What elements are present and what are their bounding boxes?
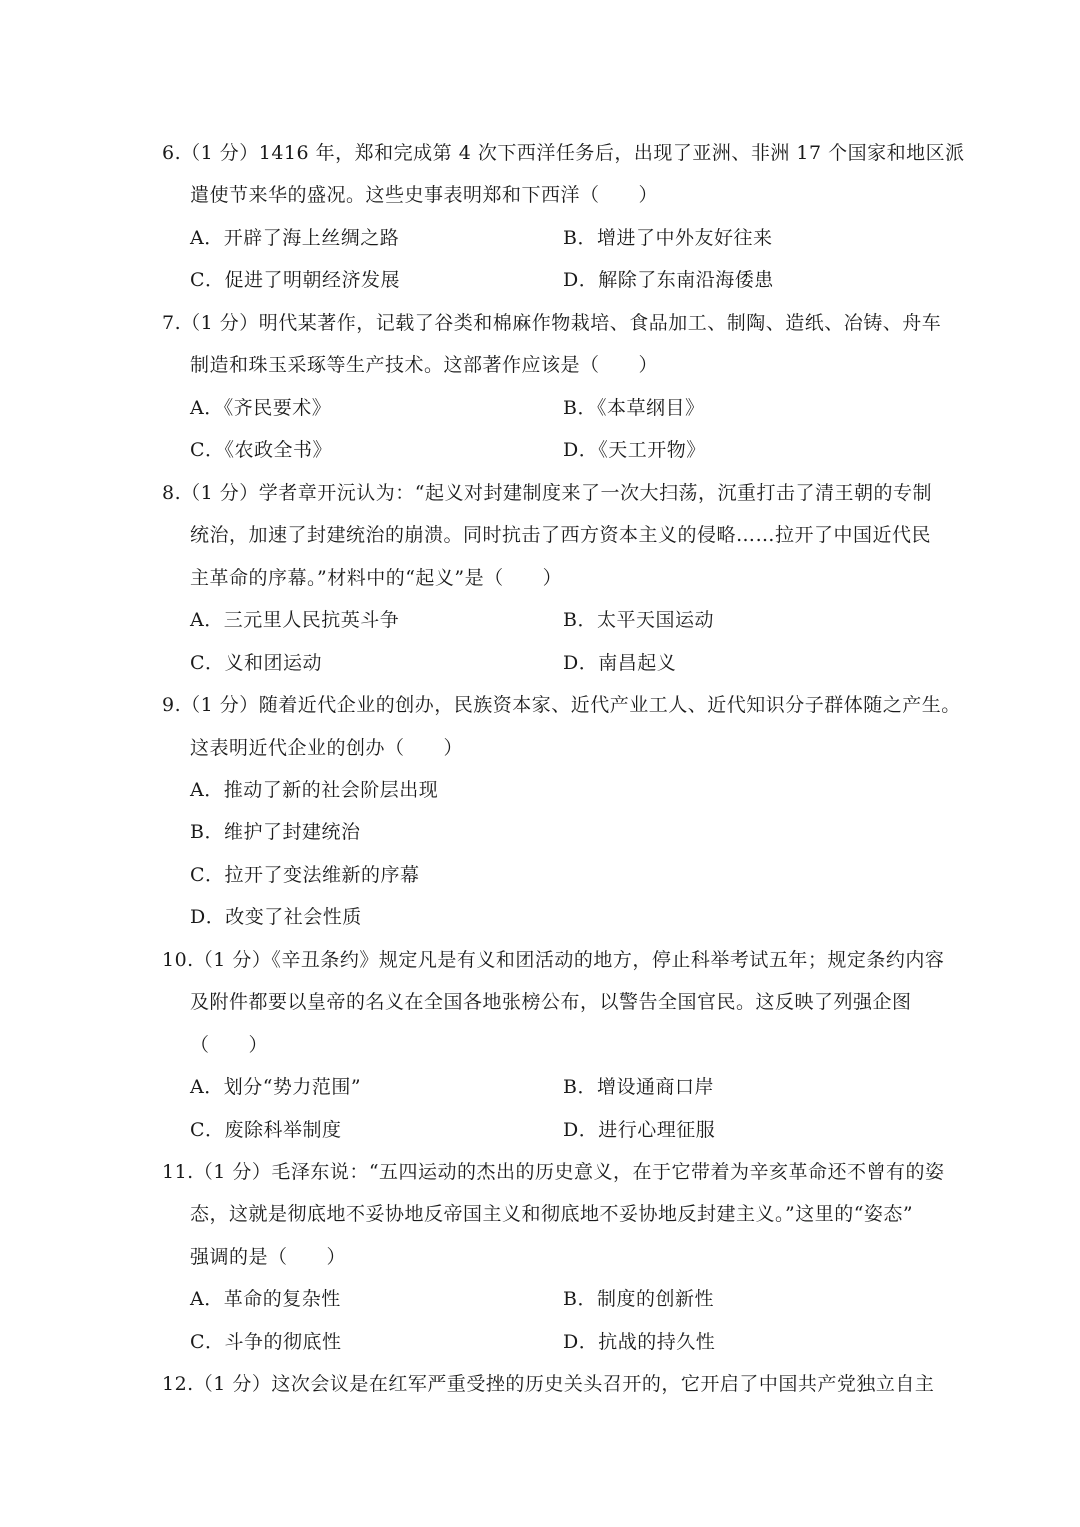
question-11-option-b[interactable]: B．制度的创新性 [563, 1288, 714, 1310]
question-6-stem-line-1: 6.（1 分）1416 年，郑和完成第 4 次下西洋任务后，出现了亚洲、非洲 17 个国家和地区派 [162, 142, 965, 164]
question-8-option-d[interactable]: D．南昌起义 [563, 652, 677, 674]
question-10-stem-line-2: 及附件都要以皇帝的名义在全国各地张榜公布，以警告全国官民。这反映了列强企图 [190, 991, 912, 1013]
question-10-option-a[interactable]: A．划分“势力范围” [190, 1076, 362, 1098]
question-10-stem-line-1: 10.（1 分）《辛丑条约》规定凡是有义和团活动的地方，停止科举考试五年；规定条约内容 [162, 949, 945, 971]
question-6-stem-line-2: 遣使节来华的盛况。这些史事表明郑和下西洋（ ） [190, 184, 659, 206]
question-6-option-d[interactable]: D．解除了东南沿海倭患 [563, 269, 774, 291]
question-9-option-d[interactable]: D．改变了社会性质 [190, 906, 362, 928]
question-8-option-a[interactable]: A．三元里人民抗英斗争 [190, 609, 400, 631]
question-10-option-d[interactable]: D．进行心理征服 [563, 1119, 716, 1141]
question-9-option-b[interactable]: B．维护了封建统治 [190, 821, 361, 843]
question-6-option-c[interactable]: C．促进了明朝经济发展 [190, 269, 401, 291]
question-11-option-c[interactable]: C．斗争的彻底性 [190, 1331, 342, 1353]
question-11-stem-line-2: 态，这就是彻底地不妥协地反帝国主义和彻底地不妥协地反封建主义。”这里的“姿态” [190, 1203, 914, 1225]
question-7-option-b[interactable]: B．《本草纲目》 [563, 397, 705, 419]
question-9-stem-line-1: 9.（1 分）随着近代企业的创办，民族资本家、近代产业工人、近代知识分子群体随之产生。 [162, 694, 961, 716]
question-8-option-c[interactable]: C．义和团运动 [190, 652, 323, 674]
question-7-stem-line-2: 制造和珠玉采琢等生产技术。这部著作应该是（ ） [190, 354, 659, 376]
question-10-stem-line-3: （ ） [190, 1034, 269, 1056]
question-11-stem-line-1: 11.（1 分）毛泽东说：“五四运动的杰出的历史意义，在于它带着为辛亥革命还不曾有的姿 [162, 1161, 945, 1183]
question-9-stem-line-2: 这表明近代企业的创办（ ） [190, 737, 464, 759]
question-8-stem-line-1: 8.（1 分）学者章开沅认为：“起义对封建制度来了一次大扫荡，沉重打击了清王朝的专制 [162, 482, 932, 504]
question-8-stem-line-2: 统治，加速了封建统治的崩溃。同时抗击了西方资本主义的侵略……拉开了中国近代民 [190, 524, 932, 546]
question-6-option-a[interactable]: A．开辟了海上丝绸之路 [190, 227, 400, 249]
question-7-option-c[interactable]: C．《农政全书》 [190, 439, 333, 461]
question-9-option-c[interactable]: C．拉开了变法维新的序幕 [190, 864, 420, 886]
question-8-option-b[interactable]: B．太平天国运动 [563, 609, 714, 631]
question-8-stem-line-3: 主革命的序幕。”材料中的“起义”是（ ） [190, 567, 563, 589]
question-9-option-a[interactable]: A．推动了新的社会阶层出现 [190, 779, 439, 801]
question-7-option-d[interactable]: D．《天工开物》 [563, 439, 706, 461]
question-7-option-a[interactable]: A．《齐民要术》 [190, 397, 332, 419]
question-12-stem-line-1: 12.（1 分）这次会议是在红军严重受挫的历史关头召开的，它开启了中国共产党独立自主 [162, 1373, 935, 1395]
question-10-option-b[interactable]: B．增设通商口岸 [563, 1076, 714, 1098]
question-11-option-a[interactable]: A．革命的复杂性 [190, 1288, 341, 1310]
question-11-stem-line-3: 强调的是（ ） [190, 1246, 347, 1268]
question-11-option-d[interactable]: D．抗战的持久性 [563, 1331, 716, 1353]
question-7-stem-line-1: 7.（1 分）明代某著作，记载了谷类和棉麻作物栽培、食品加工、制陶、造纸、冶铸、舟车 [162, 312, 942, 334]
question-10-option-c[interactable]: C．废除科举制度 [190, 1119, 342, 1141]
question-6-option-b[interactable]: B．增进了中外友好往来 [563, 227, 773, 249]
